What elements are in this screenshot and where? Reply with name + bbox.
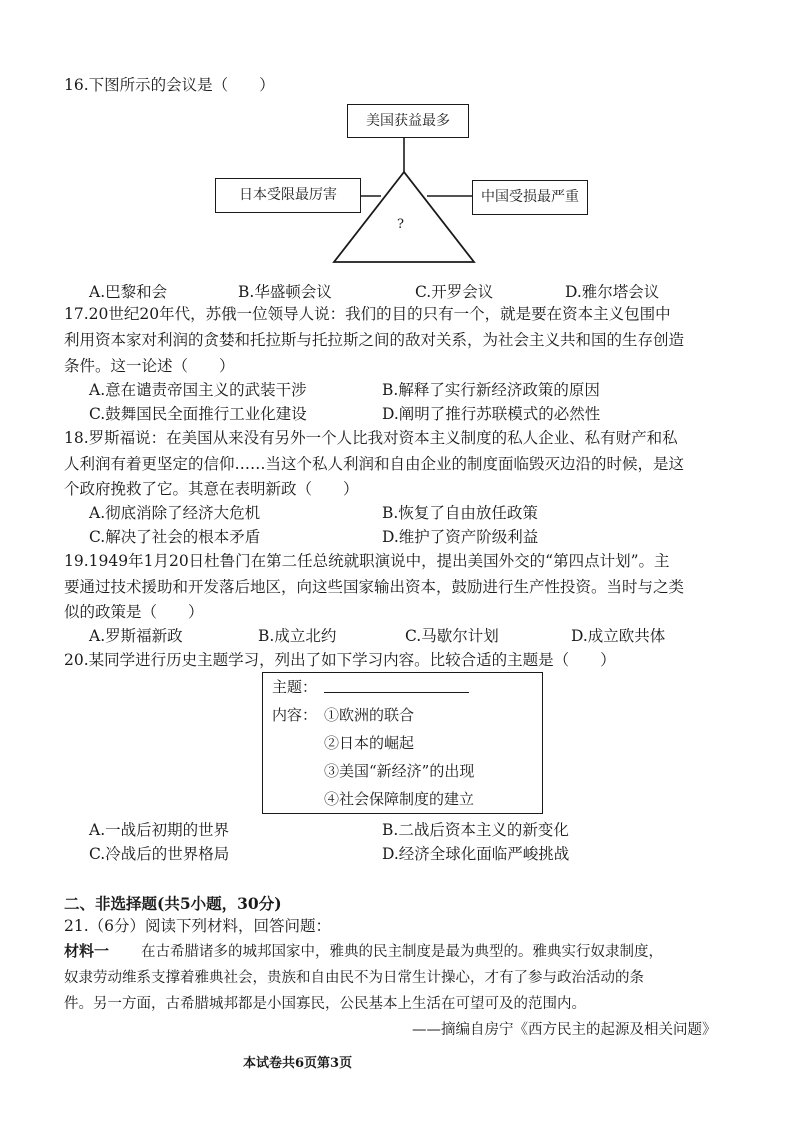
q17-line-1: 17.20世纪20年代，苏俄一位领导人说：我们的目的只有一个，就是要在资本主义包围中 [64,305,671,323]
q16-option-d: D.雅尔塔会议 [565,283,660,301]
q18-option-c: C.解决了社会的根本矛盾 [89,528,261,546]
q20-stem: 20.某同学进行历史主题学习，列出了如下学习内容。比较合适的主题是（ ） [64,651,616,669]
q20-option-b: B.二战后资本主义的新变化 [382,821,569,839]
q18-option-d: D.维护了资产阶级利益 [382,528,539,546]
q16-option-c: C.开罗会议 [415,283,494,301]
q17-line-3: 条件。这一论述（ ） [64,357,235,375]
q16-option-b: B.华盛顿会议 [238,283,332,301]
q17-option-b: B.解释了实行新经济政策的原因 [382,381,600,399]
q17-option-a: A.意在谴责帝国主义的武装干涉 [89,381,307,399]
q20-theme-blank [324,692,469,693]
q18-option-b: B.恢复了自由放任政策 [382,504,538,522]
section-2-title: 二、非选择题(共5小题，30分) [64,894,282,913]
q19-option-b: B.成立北约 [258,627,337,645]
q20-item-2: ②日本的崛起 [324,734,415,752]
q19-line-1: 19.1949年1月20日杜鲁门在第二任总统就职演说中，提出美国外交的“第四点计划”。主 [64,552,670,570]
material-1-source: ——摘编自房宁《西方民主的起源及相关问题》 [412,1022,717,1038]
diagram-box-right: 中国受损最严重 [472,180,588,215]
q18-line-2: 人利润有着更坚定的信仰……当这个私人利润和自由企业的制度面临毁灭边沿的时候，是这 [64,455,685,473]
q16-diagram [0,0,794,300]
material-1-line-2: 奴隶劳动维系支撑着雅典社会，贵族和自由民不为日常生计操心，才有了参与政治活动的条 [64,970,644,986]
q20-option-c: C.冷战后的世界格局 [89,845,230,863]
diagram-box-left: 日本受限最厉害 [215,178,361,213]
material-1-line-1: 在古希腊诸多的城邦国家中，雅典的民主制度是最为典型的。雅典实行奴隶制度， [141,944,663,960]
q20-theme-label: 主题： [272,678,318,696]
q17-option-c: C.鼓舞国民全面推行工业化建设 [89,405,307,423]
q20-content-label: 内容： [272,706,318,724]
q19-option-d: D.成立欧共体 [571,627,666,645]
q16-option-a: A.巴黎和会 [89,283,168,301]
q17-line-2: 利用资本家对利润的贪婪和托拉斯与托拉斯之间的敌对关系，为社会主义共和国的生存创造 [64,331,685,349]
q19-line-3: 似的政策是（ ） [64,603,204,621]
q19-line-2: 要通过技术援助和开发落后地区，向这些国家输出资本，鼓励进行生产性投资。当时与之类 [64,578,685,596]
q19-option-a: A.罗斯福新政 [89,627,183,645]
q19-option-c: C.马歇尔计划 [405,627,499,645]
q18-line-3: 个政府挽救了它。其意在表明新政（ ） [64,480,359,498]
page-footer: 本试卷共6页第3页 [243,1056,353,1071]
q17-option-d: D.阐明了推行苏联模式的必然性 [382,405,601,423]
diagram-center-mark: ? [397,217,404,232]
q20-option-d: D.经济全球化面临严峻挑战 [382,845,570,863]
material-1-label: 材料一 [64,942,110,960]
q20-item-1: ①欧洲的联合 [324,706,415,724]
q18-option-a: A.彻底消除了经济大危机 [89,504,261,522]
q20-item-3: ③美国“新经济”的出现 [324,762,475,780]
q18-line-1: 18.罗斯福说：在美国从来没有另外一个人比我对资本主义制度的私人企业、私有财产和私 [64,429,678,447]
q21-stem: 21.（6分）阅读下列材料，回答问题： [64,917,332,935]
q16-stem: 16.下图所示的会议是（ ） [64,76,275,94]
material-1-line-3: 件。另一方面，古希腊城邦都是小国寡民，公民基本上生活在可望可及的范围内。 [64,996,586,1012]
q20-option-a: A.一战后初期的世界 [89,821,230,839]
q20-item-4: ④社会保障制度的建立 [324,790,475,808]
diagram-box-top: 美国获益最多 [347,104,469,138]
